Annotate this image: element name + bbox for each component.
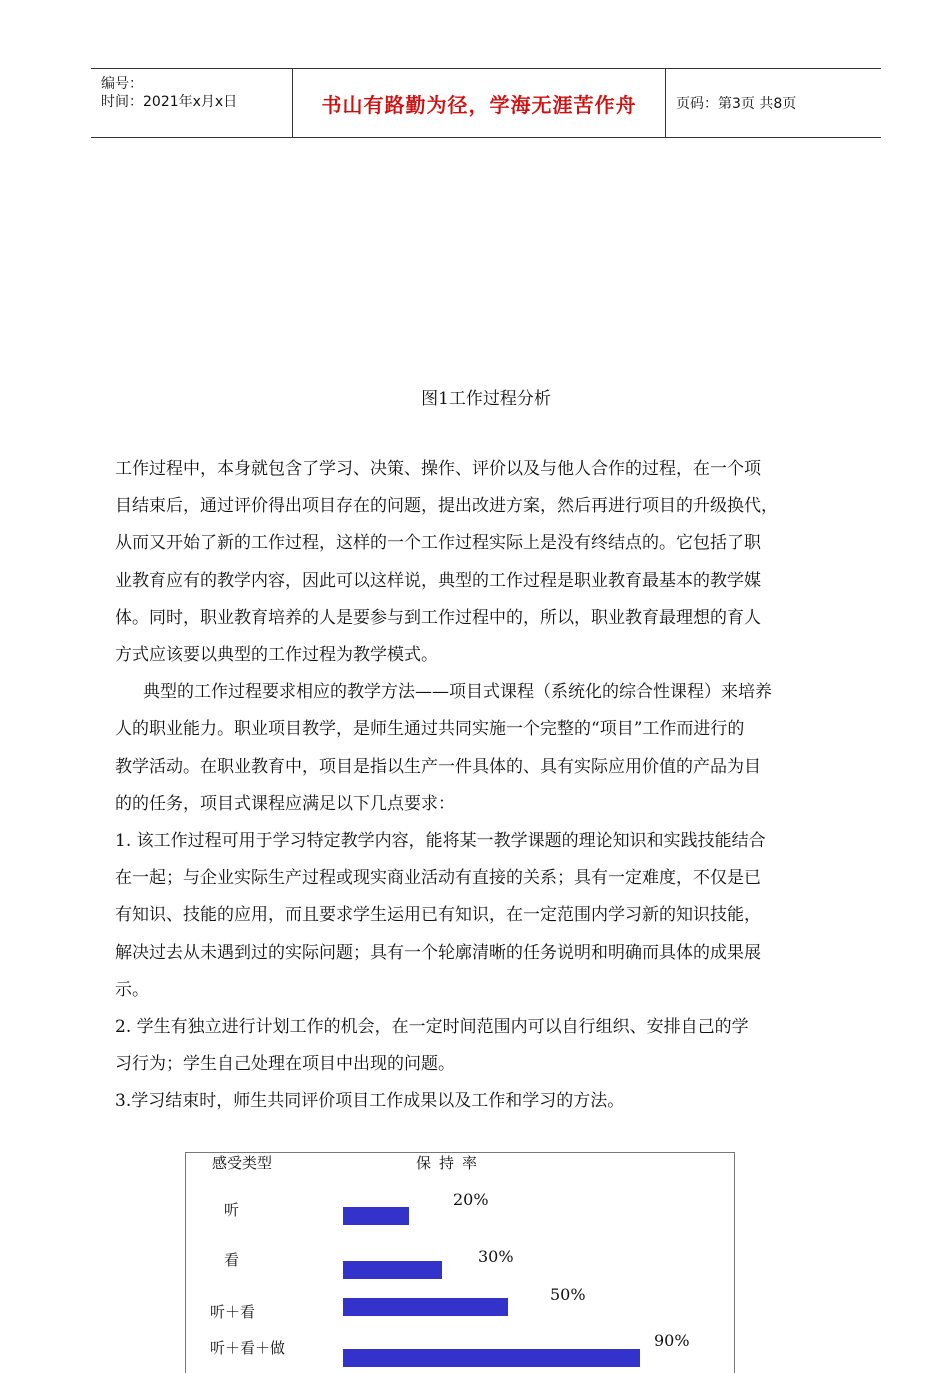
figure-caption: 图1工作过程分析: [421, 389, 551, 409]
paragraph-line: 方式应该要以典型的工作过程为教学模式。: [115, 645, 438, 666]
paragraph-line: 业教育应有的教学内容，因此可以这样说，典型的工作过程是职业教育最基本的教学媒: [115, 570, 761, 591]
value-label: 50%: [550, 1285, 586, 1304]
paragraph-line: 解决过去从未遇到过的实际问题；具有一个轮廓清晰的任务说明和明确而具体的成果展: [115, 942, 761, 963]
value-label: 20%: [453, 1190, 489, 1209]
paragraph-line: 1. 该工作过程可用于学习特定教学内容，能将某一教学课题的理论知识和实践技能结合: [115, 831, 766, 852]
paragraph-line: 的的任务，项目式课程应满足以下几点要求：: [115, 793, 455, 814]
value-label: 90%: [654, 1331, 690, 1350]
chart-header-type: 感受类型: [212, 1154, 273, 1172]
paragraph-line: 在一起；与企业实际生产过程或现实商业活动有直接的关系；具有一定难度，不仅是已: [115, 868, 761, 889]
paragraph-line: 2. 学生有独立进行计划工作的机会，在一定时间范围内可以自行组织、安排自己的学: [115, 1017, 749, 1038]
category-label: 听: [224, 1201, 240, 1219]
paragraph-line: 人的职业能力。职业项目教学，是师生通过共同实施一个完整的“项目”工作而进行的: [115, 719, 745, 740]
page-info: 页码：第3页 共8页: [676, 96, 797, 112]
page-header: [91, 68, 881, 138]
paragraph-line: 示。: [115, 979, 149, 1000]
paragraph-line: 工作过程中，本身就包含了学习、决策、操作、评价以及与他人合作的过程，在一个项: [115, 459, 761, 479]
bar: [343, 1261, 442, 1279]
serial-label: 编号：: [101, 76, 143, 92]
value-label: 30%: [478, 1247, 514, 1266]
category-label: 听＋看＋做: [210, 1339, 286, 1357]
time-label: 时间：2021年x月x日: [101, 94, 238, 110]
paragraph-line: 体。同时，职业教育培养的人是要参与到工作过程中的，所以，职业教育最理想的育人: [115, 607, 761, 628]
retention-chart: [185, 1152, 735, 1373]
category-label: 听＋看: [210, 1303, 256, 1321]
motto: 书山有路勤为径，学海无涯苦作舟: [321, 92, 637, 117]
paragraph-line: 习行为；学生自己处理在项目中出现的问题。: [115, 1054, 455, 1075]
header-motto-cell: [293, 69, 666, 137]
category-label: 看: [224, 1251, 240, 1269]
chart-header-rate: 保持率: [416, 1154, 486, 1172]
bar: [343, 1207, 409, 1225]
header-meta-cell: [91, 69, 293, 137]
paragraph-line: 教学活动。在职业教育中，项目是指以生产一件具体的、具有实际应用价值的产品为目: [115, 756, 761, 777]
paragraph-line: 有知识、技能的应用，而且要求学生运用已有知识，在一定范围内学习新的知识技能，: [115, 905, 761, 926]
paragraph-line: 3.学习结束时，师生共同评价项目工作成果以及工作和学习的方法。: [115, 1091, 625, 1112]
paragraph-line: 从而又开始了新的工作过程，这样的一个工作过程实际上是没有终结点的。它包括了职: [115, 533, 761, 554]
paragraph-line: 目结束后，通过评价得出项目存在的问题，提出改进方案，然后再进行项目的升级换代，: [115, 496, 778, 517]
paragraph-line: 典型的工作过程要求相应的教学方法——项目式课程（系统化的综合性课程）来培养: [143, 682, 772, 703]
header-page-cell: [666, 69, 881, 137]
bar: [343, 1349, 640, 1367]
body-text: [115, 451, 865, 1121]
chart-plot: [186, 1153, 734, 1373]
bar: [343, 1298, 508, 1316]
